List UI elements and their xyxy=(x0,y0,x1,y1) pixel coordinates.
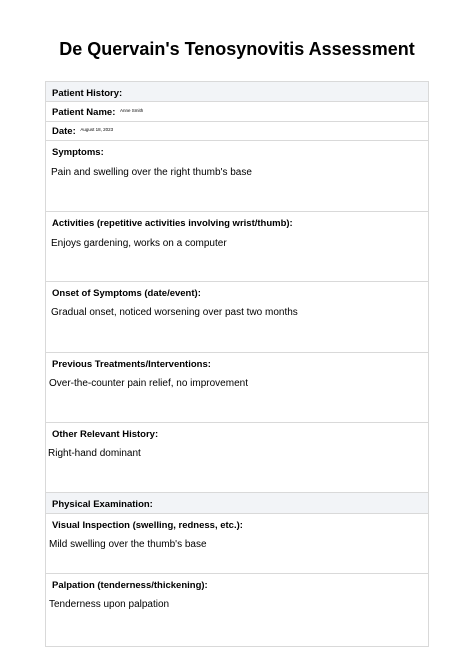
section-title: Patient History: xyxy=(52,88,123,99)
date-label: Date xyxy=(52,126,73,137)
section-title: Physical Examination: xyxy=(52,499,153,510)
date-value: August 18, 2023 xyxy=(80,127,114,132)
field-value: Over-the-counter pain relief, no improvement xyxy=(49,378,248,389)
section-header-physical-examination xyxy=(46,493,428,514)
field-label: Palpation (tenderness/thickening): xyxy=(52,580,208,591)
field-label: Other Relevant History: xyxy=(52,429,159,440)
field-value: Mild swelling over the thumb's base xyxy=(49,539,207,550)
patient-name-value: Anne Smith xyxy=(120,108,144,113)
visual-inspection-field[interactable] xyxy=(46,514,428,574)
onset-field[interactable] xyxy=(46,282,428,353)
previous-treatments-field[interactable] xyxy=(46,353,428,423)
symptoms-field[interactable] xyxy=(46,141,428,212)
field-label: Onset of Symptoms (date/event): xyxy=(52,288,201,299)
field-value: Tenderness upon palpation xyxy=(49,599,170,610)
section-header-patient-history xyxy=(46,82,428,102)
page-title: De Quervain's Tenosynovitis Assessment xyxy=(59,39,415,59)
field-value: Pain and swelling over the right thumb's base xyxy=(51,167,252,178)
field-label: Activities (repetitive activities involving wrist/thumb): xyxy=(52,218,293,229)
field-value: Gradual onset, noticed worsening over past two months xyxy=(51,307,298,318)
field-label: Visual Inspection (swelling, redness, etc.): xyxy=(52,520,243,531)
assessment-form xyxy=(45,81,429,647)
patient-name-row[interactable]: Patient Name: $^{Anne Smith}$ xyxy=(46,102,428,122)
other-history-field[interactable] xyxy=(46,423,428,493)
date-row[interactable]: Date: $^{August 18, 2023}$ xyxy=(46,122,428,141)
field-value: Right-hand dominant xyxy=(48,448,141,459)
field-label: Symptoms: xyxy=(52,147,104,158)
palpation-field[interactable] xyxy=(46,574,428,646)
patient-name-label: Patient Name xyxy=(52,107,113,118)
field-value: Enjoys gardening, works on a computer xyxy=(51,238,227,249)
activities-field[interactable] xyxy=(46,212,428,282)
field-label: Previous Treatments/Interventions: xyxy=(52,359,211,370)
